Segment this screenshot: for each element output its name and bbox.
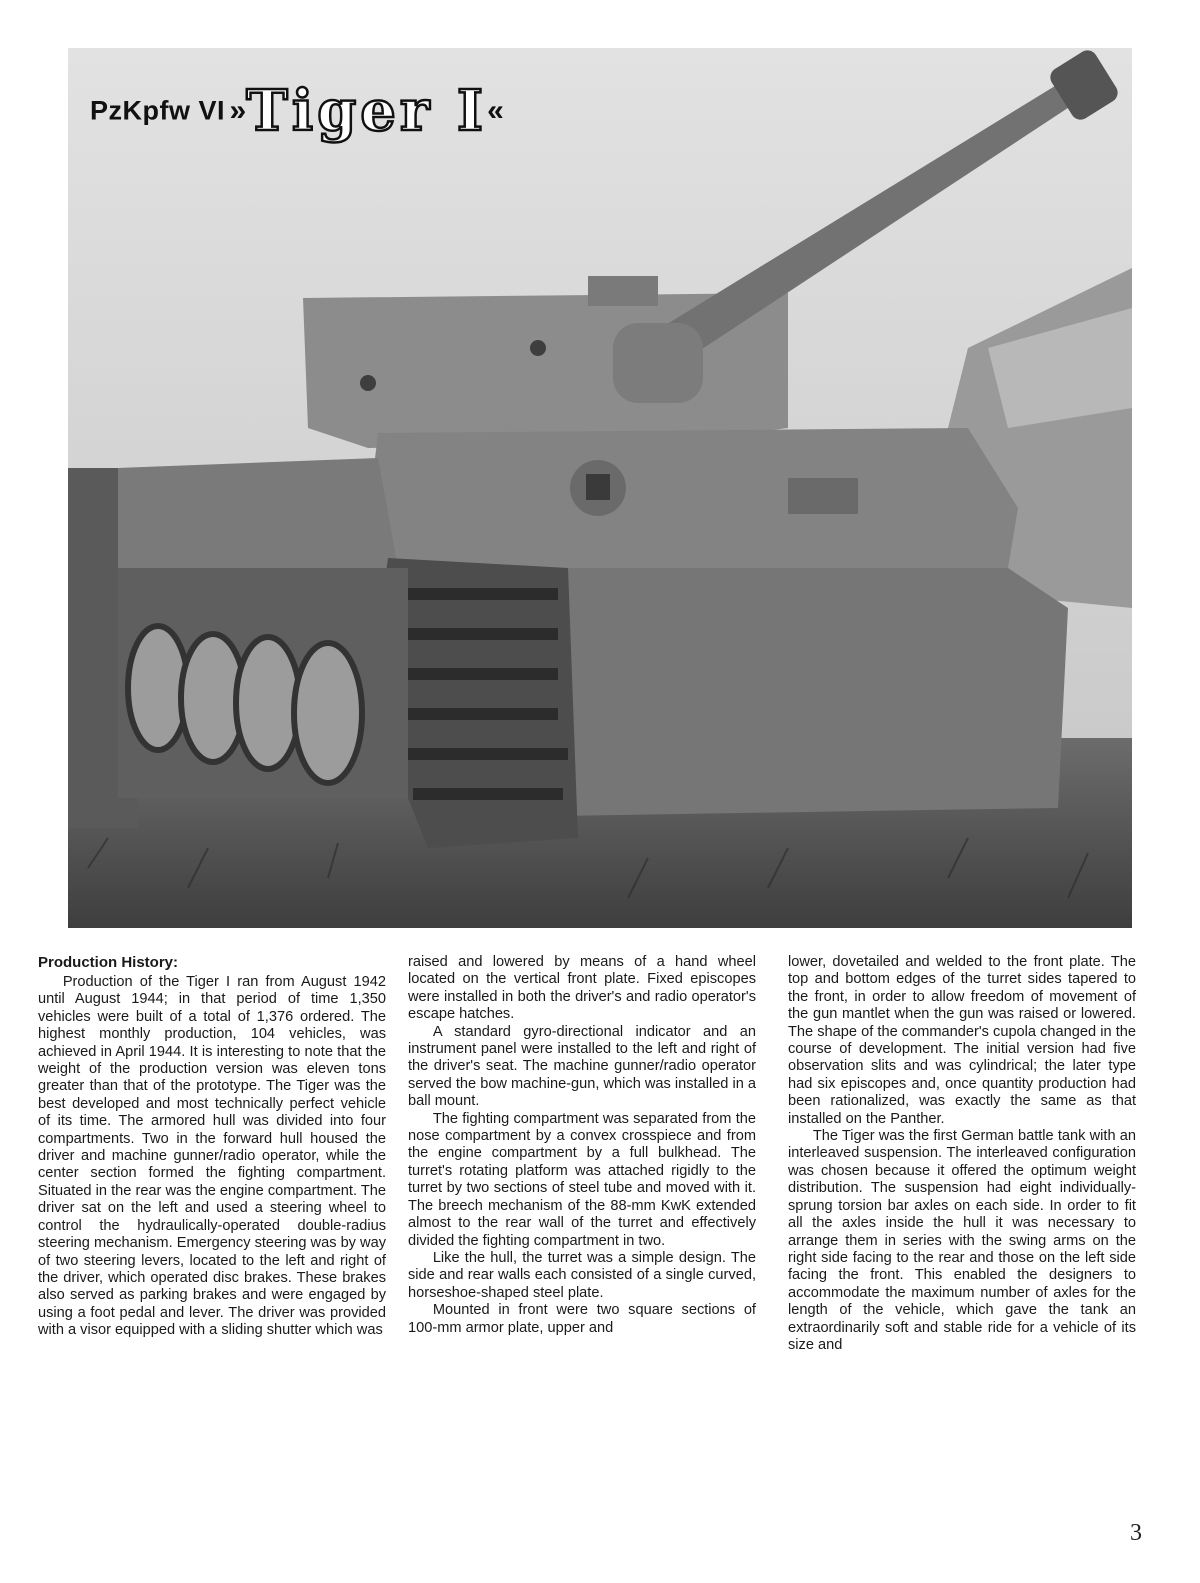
title-prefix: PzKpfw VI xyxy=(90,95,226,126)
paragraph: The fighting compartment was separated from the nose compartment by a convex crosspiece and from the engine compartment by a full bulkhead. The turret's rotating platform was attached rigidly to the turret by two sections of steel tube and moved with it. The breech mechanism of the 88-mm KwK extended almost to the rear wall of the turret and effectively divided the fighting compartment in two. xyxy=(408,1110,756,1249)
paragraph: The Tiger was the first German battle tank with an interleaved suspension. The interleaved configuration was chosen because it offered the optimum weight distribution. The suspension had eight individually-sprung torsion bar axles on each side. In order to fit all the axles inside the hull it was necessary to arrange them in series with the swing arms on the right side facing to the rear and those on the left side facing the front. This enabled the designers to accommodate the maximum number of axles for the length of the vehicle, which gave the tank an extraordinarily soft and stable ride for a vehicle of its size and xyxy=(788,1128,1136,1353)
paragraph: Mounted in front were two square sections of 100-mm armor plate, upper and xyxy=(408,1302,756,1336)
paragraph: Like the hull, the turret was a simple design. The side and rear walls each consisted of a single curved, horseshoe-shaped steel plate. xyxy=(408,1249,756,1301)
tank-photo xyxy=(68,48,1132,928)
text-column-2 xyxy=(408,954,756,1337)
text-column-1 xyxy=(38,954,386,1340)
page-title xyxy=(90,78,504,144)
paragraph: A standard gyro-directional indicator and an instrument panel were installed to the left and right of the driver's seat. The machine gunner/radio operator served the bow machine-gun, which was installed in a ball mount. xyxy=(408,1023,757,1110)
title-close-quote: « xyxy=(487,94,504,127)
title-open-quote: » xyxy=(229,94,247,127)
paragraph: lower, dovetailed and welded to the front plate. The top and bottom edges of the turret sides tapered to the front, in order to allow freedom of movement of the gun mantlet when the gun was raised or lowered. The shape of the commander's cupola changed in the course of development. The initial version had five observation slits and was cylindrical; the later type had six episcopes and, once quantity production had been rationalized, was exactly the same as that installed on the Panther. xyxy=(788,954,1136,1127)
paragraph: raised and lowered by means of a hand wheel located on the vertical front plate. Fixed episcopes were installed in both the driver's and radio operator's escape hatches. xyxy=(408,954,756,1023)
tank-illustration xyxy=(68,48,1132,928)
title-main: Tiger I xyxy=(246,78,488,144)
text-column-3 xyxy=(788,954,1136,1354)
section-heading: Production History: xyxy=(38,954,179,971)
page-number: 3 xyxy=(1130,1520,1142,1546)
paragraph: Production of the Tiger I ran from August 1942 until August 1944; in that period of time 1,350 vehicles were built of a total of 1,376 ordered. The highest monthly production, 104 vehicles, was achieved in April 1944. It is interesting to note that the weight of the production version was eleven tons greater than that of the prototype. The Tiger was the best developed and most technically perfect vehicle of its time. The armored hull was divided into four compartments. Two in the forward hull housed the driver and machine gunner/radio operator, while the center section formed the fighting compartment. Situated in the rear was the engine compartment. The driver sat on the left and used a steering wheel to control the hydraulically-operated double-radius steering mechanism. Emergency steering was by way of two steering levers, located to the left and right of the driver, which operated disc brakes. These brakes also served as parking brakes and were engaged by using a foot pedal and lever. The driver was provided with a visor equipped with a sliding shutter which was xyxy=(38,974,386,1339)
